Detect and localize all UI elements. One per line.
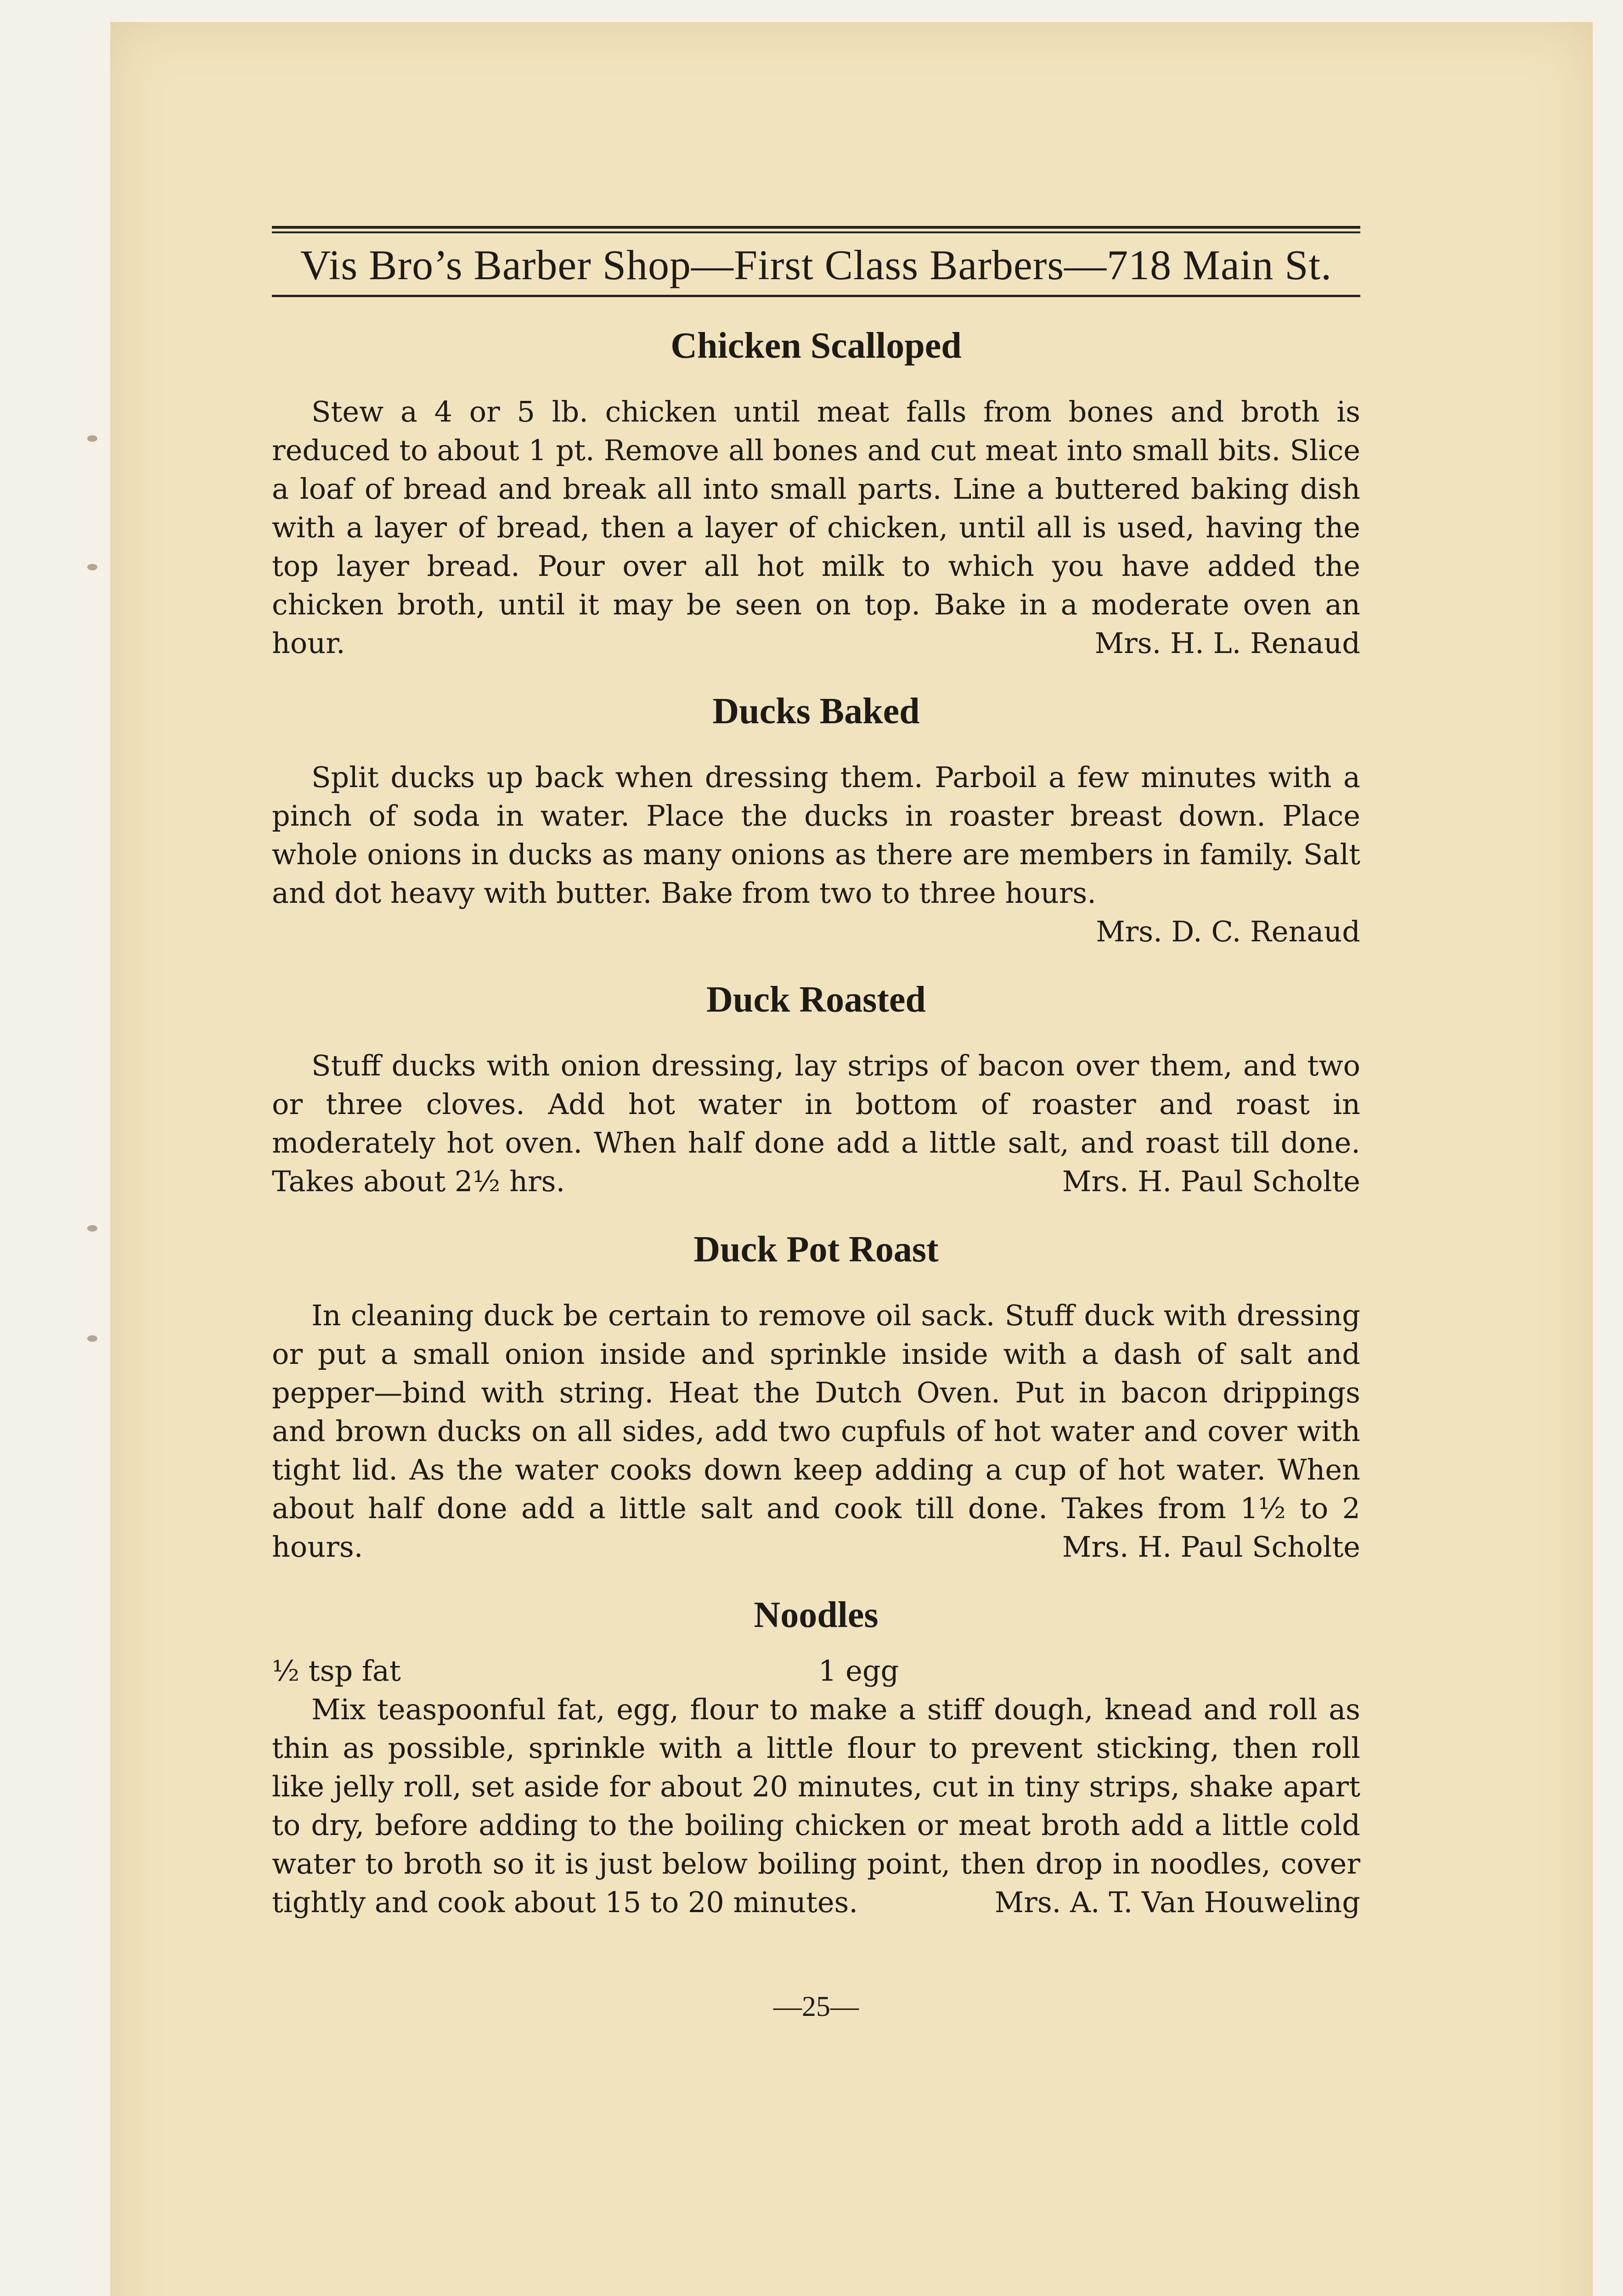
recipe-author: Mrs. H. Paul Scholte: [1062, 1530, 1360, 1564]
recipe-chicken-scalloped: [272, 323, 1360, 663]
header-rule-bottom: [272, 295, 1360, 297]
recipe-author: Mrs. H. L. Renaud: [1094, 626, 1360, 660]
recipe-title: Duck Pot Roast: [693, 1229, 939, 1270]
recipe-author: Mrs. H. Paul Scholte: [1062, 1165, 1360, 1198]
page-header: Vis Bro’s Barber Shop—First Class Barbers—718 Main St.: [300, 242, 1332, 288]
recipe-title: Noodles: [754, 1595, 879, 1635]
recipe-duck-pot-roast: [272, 1227, 1360, 1566]
recipe-body: Split ducks up back when dressing them. Parboil a few minutes with a pinch of soda in water. Place the ducks in roaster breast down. Place whole onions in ducks as many onions as there are members in family. Salt and dot heavy with butter. Bake from two to three hours.: [272, 760, 1360, 910]
recipe-author: Mrs. A. T. Van Houweling: [994, 1885, 1360, 1919]
recipe-noodles: [272, 1592, 1360, 1922]
recipe-title: Ducks Baked: [712, 691, 920, 732]
recipe-title: Chicken Scalloped: [671, 326, 962, 366]
recipe-body: In cleaning duck be certain to remove oil sack. Stuff duck with dressing or put a small onion inside and sprinkle inside with a dash of salt and pepper—bind with string. Heat the Dutch Oven. Put in bacon drippings and brown ducks on all sides, add two cupfuls of hot water and cover with tight lid. As the water cooks down keep adding a cup of hot water. When about half done add a little salt and cook till done. Takes from 1½ to 2 hours. Mrs. H. Paul Scholte: [272, 1296, 1360, 1566]
binding-hole: [87, 1225, 97, 1232]
recipe-title: Duck Roasted: [706, 979, 926, 1020]
header-rule-top: [272, 226, 1360, 233]
binding-hole: [87, 435, 97, 442]
recipe-body: Mix teaspoonful fat, egg, flour to make a stiff dough, knead and roll as thin as possible, sprinkle with a little flour to prevent sticking, then roll like jelly roll, set aside for about 20 minutes, cut in tiny strips, shake apart to dry, before adding to the boiling chicken or meat broth add a little cold water to broth so it is just below boiling point, then drop in noodles, cover tightly and cook about 15 to 20 minutes. Mrs. A. T. Van Houweling: [272, 1690, 1360, 1922]
recipe-duck-roasted: [272, 977, 1360, 1201]
recipe-ducks-baked: [272, 688, 1360, 951]
recipe-body: Stuff ducks with onion dressing, lay strips of bacon over them, and two or three cloves. Add hot water in bottom of roaster and roast in moderately hot oven. When half done add a little salt, and roast till done. Takes about 2½ hrs. Mrs. H. Paul Scholte: [272, 1047, 1360, 1201]
recipe-author: Mrs. D. C. Renaud: [1096, 915, 1360, 948]
ingredient-list: [272, 1652, 1360, 1690]
page-number: —25—: [773, 1991, 859, 2022]
ingredient-item: 1 egg: [818, 1654, 899, 1688]
binding-hole: [87, 1335, 97, 1342]
binding-hole: [87, 564, 97, 570]
ingredient-item: ½ tsp fat: [272, 1654, 401, 1688]
page-content: [272, 226, 1360, 2023]
recipe-body: Stew a 4 or 5 lb. chicken until meat falls from bones and broth is reduced to about 1 pt. Remove all bones and cut meat into small bits. Slice a loaf of bread and break all into small parts. Line a buttered baking dish with a layer of bread, then a layer of chicken, until all is used, having the top layer bread. Pour over all hot milk to which you have added the chicken broth, until it may be seen on top. Bake in a moderate oven an hour. Mrs. H. L. Renaud: [272, 393, 1360, 663]
